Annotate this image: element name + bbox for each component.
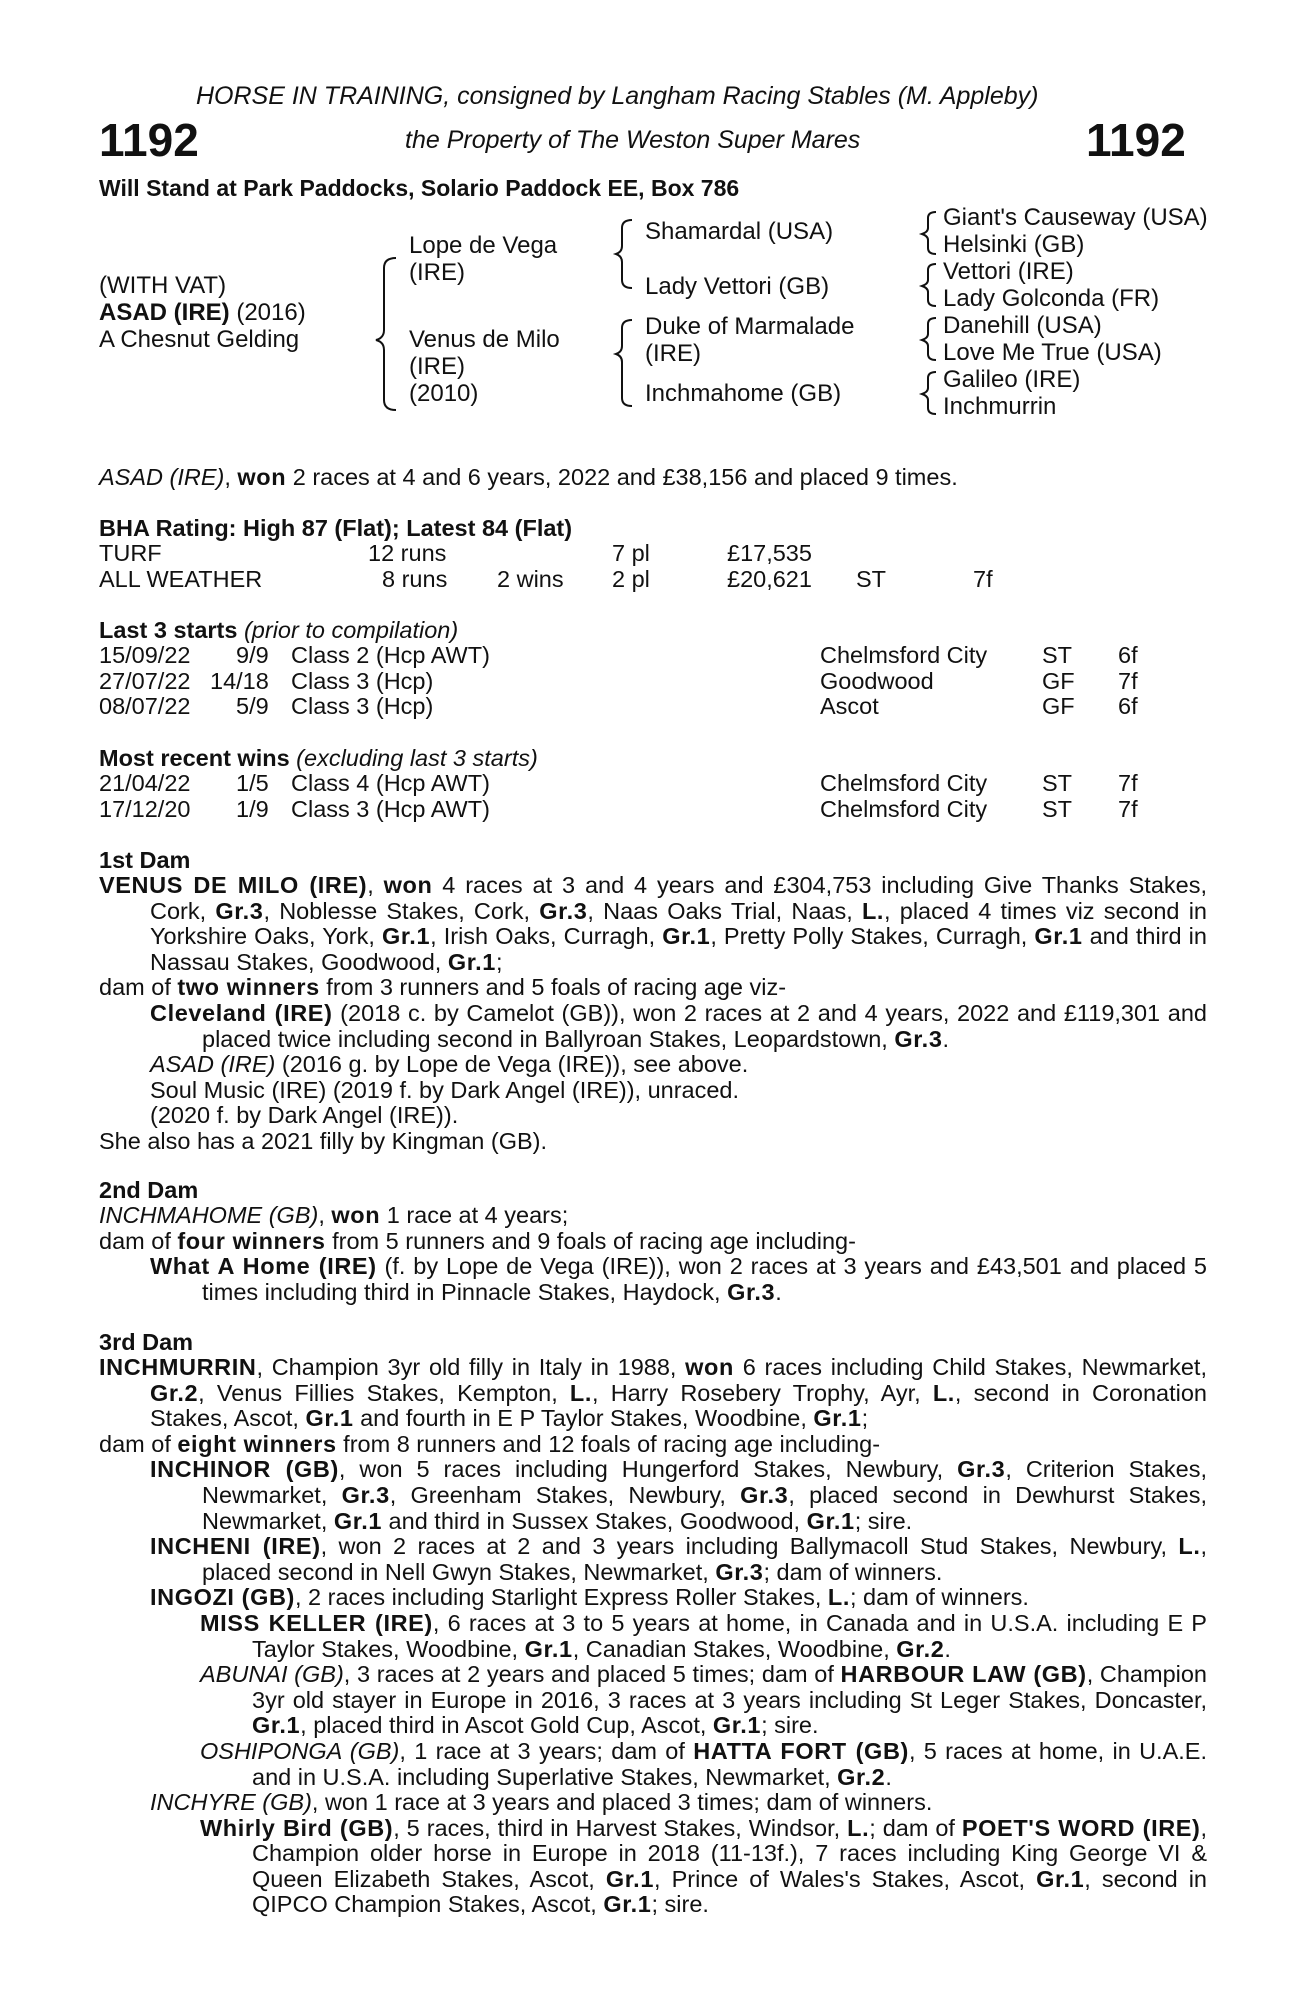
produce-incheni: INCHENI (IRE), won 2 races at 2 and 3 years including Ballymacoll Stud Stakes, Newbury, L., placed second in Nell Gwyn Stakes, Newmarket, Gr.3; dam of winners.: [150, 1533, 1207, 1585]
vat-note: (WITH VAT): [99, 272, 227, 299]
rating-amount: £17,535: [727, 540, 812, 566]
grandsire-1: Giant's Causeway (USA): [943, 204, 1208, 231]
sire-name: Lope de Vega: [409, 232, 558, 259]
dam-sire-country: (IRE): [645, 340, 701, 367]
first-dam-produce-summary: dam of two winners from 3 runners and 5 foals of racing age viz-: [99, 974, 787, 1001]
last3-note: (prior to compilation): [237, 617, 459, 643]
horse-year: (2016): [229, 299, 306, 326]
produce-oshiponga: OSHIPONGA (GB), 1 race at 3 years; dam of HATTA FORT (GB), 5 races at home, in U.A.E. and in U.S.A. including Superlative Stakes, Newmarket, Gr.2.: [200, 1737, 1207, 1790]
start-class: Class 3 (Hcp): [291, 693, 434, 719]
bha-rating: BHA Rating: High 87 (Flat); Latest 84 (Flat): [99, 515, 573, 541]
produce-cleveland: Cleveland (IRE) (2018 c. by Camelot (GB)), won 2 races at 2 and 4 years, 2022 and £119,301 and placed twice including second in Ballyroan Stakes, Leopardstown, Gr.3.: [150, 999, 1208, 1052]
rating-going: ST: [856, 566, 887, 592]
granddam-4: Inchmurrin: [943, 393, 1057, 420]
dam-sire-name: Duke of Marmalade: [645, 313, 855, 340]
dam-sire: [645, 313, 854, 367]
stand-location: Will Stand at Park Paddocks, Solario Paddock EE, Box 786: [99, 175, 740, 201]
produce-2020-filly: (2020 f. by Dark Angel (IRE)).: [150, 1102, 459, 1129]
third-dam-produce-summary: dam of eight winners from 8 runners and 12 foals of racing age including-: [99, 1430, 881, 1457]
brace-sire: [616, 220, 632, 288]
dam-country: (IRE): [409, 353, 465, 380]
brace-g4: [922, 372, 936, 414]
produce-inchyre: INCHYRE (GB), won 1 race at 3 years and placed 3 times; dam of winners.: [150, 1789, 933, 1816]
produce-miss-keller: MISS KELLER (IRE), 6 races at 3 to 5 years at home, in Canada and in U.S.A. including E P Taylor Stakes, Woodbine, Gr.1, Canadian Stakes, Woodbine, Gr.2.: [200, 1609, 1207, 1662]
win-date: 17/12/20: [99, 796, 191, 822]
start-going: GF: [1042, 693, 1075, 719]
rating-distance: 7f: [973, 566, 993, 592]
rating-placed: 2 pl: [612, 566, 650, 592]
summary-sep: ,: [224, 464, 238, 490]
produce-asad: ASAD (IRE) (2016 g. by Lope de Vega (IRE)), see above.: [150, 1051, 749, 1078]
consignor-line: HORSE IN TRAINING, consigned by Langham Racing Stables (M. Appleby): [196, 82, 1039, 110]
sire-dam: Lady Vettori (GB): [645, 273, 830, 300]
grandsire-3: Danehill (USA): [943, 312, 1102, 339]
lot-number-left: 1192: [99, 114, 199, 166]
last3-title: Last 3 starts: [99, 617, 238, 643]
horse-name: ASAD (IRE): [99, 299, 230, 326]
second-dam-heading: 2nd Dam: [99, 1177, 199, 1203]
start-class: Class 2 (Hcp AWT): [291, 642, 490, 668]
win-date: 21/04/22: [99, 770, 191, 796]
rating-amount: £20,621: [727, 566, 812, 592]
granddam-3: Love Me True (USA): [943, 339, 1162, 366]
dam-name: VENUS DE MILO (IRE): [99, 872, 368, 898]
win-distance: 7f: [1118, 796, 1138, 822]
win-course: Chelmsford City: [820, 770, 988, 796]
wins-heading: [99, 746, 538, 772]
win-going: ST: [1042, 796, 1073, 822]
start-distance: 6f: [1118, 642, 1138, 668]
start-class: Class 3 (Hcp): [291, 668, 434, 694]
brace-gen1: [376, 258, 396, 410]
first-dam-heading: 1st Dam: [99, 847, 191, 873]
win-position: 1/5: [236, 770, 269, 796]
start-going: GF: [1042, 668, 1075, 694]
produce-inchinor: INCHINOR (GB), won 5 races including Hungerford Stakes, Newbury, Gr.3, Criterion Stakes, Newmarket, Gr.3, Greenham Stakes, Newbury, Gr.3, placed second in Dewhurst Stakes, Newmarket, Gr.1 and third in Sussex Stakes, Goodwood, Gr.1; sire.: [150, 1456, 1208, 1534]
rating-runs: 12 runs: [368, 540, 447, 566]
summary-horse-name: ASAD (IRE): [99, 464, 225, 490]
produce-what-a-home: What A Home (IRE) (f. by Lope de Vega (IRE)), won 2 races at 3 years and £43,501 and placed 5 times including third in Pinnacle Stakes, Haydock, Gr.3.: [150, 1253, 1207, 1305]
start-date: 08/07/22: [99, 693, 191, 719]
sire-country: (IRE): [409, 259, 465, 286]
win-going: ST: [1042, 770, 1073, 796]
produce-abunai: ABUNAI (GB), 3 races at 2 years and placed 5 times; dam of HARBOUR LAW (GB), Champion 3yr old stayer in Europe in 2016, 3 races at 3 years including St Leger Stakes, Doncaster, Gr.1, placed third in Ascot Gold Cup, Ascot, Gr.1; sire.: [200, 1661, 1208, 1739]
win-class: Class 3 (Hcp AWT): [291, 796, 490, 822]
dam-name: Venus de Milo: [409, 326, 560, 353]
win-course: Chelmsford City: [820, 796, 988, 822]
sire-sire: Shamardal (USA): [645, 218, 834, 245]
produce-2021-filly: She also has a 2021 filly by Kingman (GB).: [99, 1127, 548, 1154]
sire: [409, 232, 557, 286]
horse-description: A Chesnut Gelding: [99, 326, 300, 353]
wins-title: Most recent wins: [99, 745, 290, 771]
produce-soul-music: Soul Music (IRE) (2019 f. by Dark Angel (IRE)), unraced.: [150, 1076, 740, 1103]
produce-whirly-bird: Whirly Bird (GB), 5 races, third in Harvest Stakes, Windsor, L.; dam of POET'S WORD (IRE), Champion older horse in Europe in 2018 (11-13f.), 7 races including King George VI & Queen Elizabeth Stakes, Ascot, Gr.1, Prince of Wales's Stakes, Ascot, Gr.1, second in QIPCO Champion Stakes, Ascot, Gr.1; sire.: [200, 1814, 1207, 1918]
dam-dam: Inchmahome (GB): [645, 380, 842, 407]
granddam-2: Lady Golconda (FR): [943, 285, 1160, 312]
start-date: 27/07/22: [99, 668, 191, 694]
lot-number-right: 1192: [1086, 114, 1186, 166]
start-position: 9/9: [236, 642, 269, 668]
brace-g3: [922, 318, 936, 360]
rating-runs: 8 runs: [382, 566, 448, 592]
rating-label: TURF: [99, 540, 162, 566]
start-going: ST: [1042, 642, 1073, 668]
brace-g2: [922, 264, 936, 306]
second-dam-section: [99, 1203, 1207, 1305]
second-dam-record: INCHMAHOME (GB), won 1 race at 4 years;: [99, 1202, 569, 1228]
dam: [409, 326, 560, 407]
grandsire-2: Vettori (IRE): [943, 258, 1074, 285]
granddam-1: Helsinki (GB): [943, 231, 1085, 258]
brace-g1: [922, 212, 936, 254]
second-dam-produce-summary: dam of four winners from 5 runners and 9 foals of racing age including-: [99, 1227, 856, 1254]
third-dam-record: INCHMURRIN, Champion 3yr old filly in Italy in 1988, won 6 races including Child Stakes, Newmarket, Gr.2, Venus Fillies Stakes, Kempton, L., Harry Rosebery Trophy, Ayr, L., second in Coronation Stakes, Ascot, Gr.1 and fourth in E P Taylor Stakes, Woodbine, Gr.1;: [99, 1354, 1207, 1432]
third-dam-section: [99, 1355, 1207, 1918]
owner-line: the Property of The Weston Super Mares: [405, 126, 861, 154]
win-distance: 7f: [1118, 770, 1138, 796]
summary-text: 2 races at 4 and 6 years, 2022 and £38,156 and placed 9 times.: [286, 464, 958, 490]
race-summary: [99, 465, 958, 491]
rating-placed: 7 pl: [612, 540, 650, 566]
win-class: Class 4 (Hcp AWT): [291, 770, 490, 796]
start-position: 5/9: [236, 693, 269, 719]
brace-dam: [616, 320, 632, 406]
rating-label: ALL WEATHER: [99, 566, 263, 592]
wins-note: (excluding last 3 starts): [289, 745, 538, 771]
start-distance: 6f: [1118, 693, 1138, 719]
start-course: Goodwood: [820, 668, 934, 694]
rating-wins: 2 wins: [497, 566, 564, 592]
win-position: 1/9: [236, 796, 269, 822]
first-dam-record: VENUS DE MILO (IRE), won 4 races at 3 and 4 years and £304,753 including Give Thanks Stakes, Cork, Gr.3, Noblesse Stakes, Cork, Gr.3, Naas Oaks Trial, Naas, L., placed 4 times viz second in Yorkshire Oaks, York, Gr.1, Irish Oaks, Curragh, Gr.1, Pretty Polly Stakes, Curragh, Gr.1 and third in Nassau Stakes, Goodwood, Gr.1;: [99, 872, 1208, 975]
third-dam-heading: 3rd Dam: [99, 1329, 194, 1355]
summary-won: won: [237, 464, 287, 490]
start-course: Ascot: [820, 693, 879, 719]
first-dam-section: [99, 873, 1207, 1155]
produce-ingozi: INGOZI (GB), 2 races including Starlight Express Roller Stakes, L.; dam of winners.: [150, 1584, 1029, 1611]
start-position: 14/18: [210, 668, 269, 694]
start-distance: 7f: [1118, 668, 1138, 694]
dam-year: (2010): [409, 380, 479, 407]
start-course: Chelmsford City: [820, 642, 988, 668]
last3-heading: [99, 618, 458, 644]
grandsire-4: Galileo (IRE): [943, 366, 1081, 393]
start-date: 15/09/22: [99, 642, 191, 668]
